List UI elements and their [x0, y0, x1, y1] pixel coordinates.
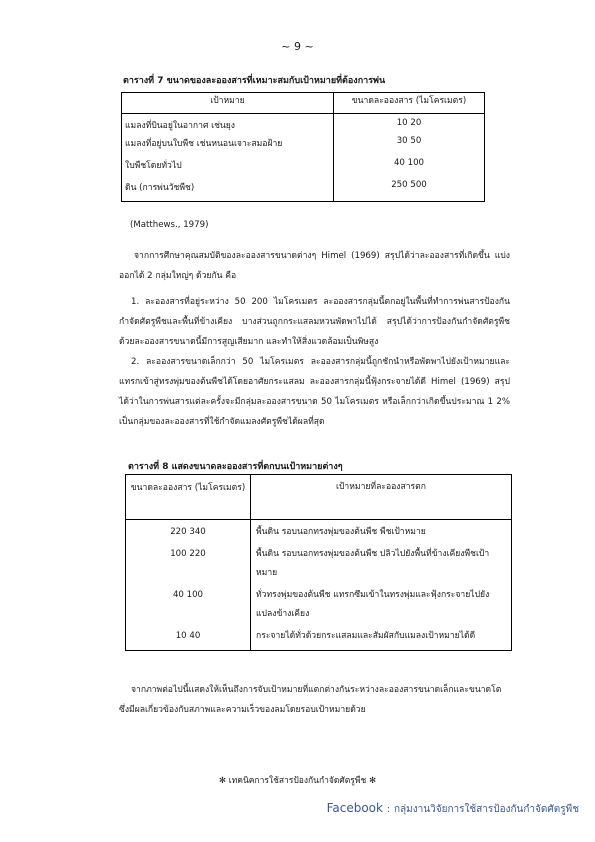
table7-header-target: เป้าหมาย — [122, 93, 334, 114]
table7-header-row — [122, 93, 485, 114]
table7-cell-target: แมลงที่อยู่บนใบพืช เช่นหนอนเจาะสมอฝ้าย — [122, 135, 334, 157]
table7-cell-target: ใบพืชโดยทั่วไป — [122, 157, 334, 179]
table-row — [122, 135, 485, 157]
table-row — [122, 179, 485, 202]
table7-cell-size: 10 20 — [334, 114, 485, 136]
facebook-group-name: กลุ่มงานวิจัยการใช้สารป้องกันกำจัดศัตรูพืช — [394, 804, 579, 815]
table-row — [126, 520, 512, 543]
table7-cell-target: แมลงที่บินอยู่ในอากาศ เช่นยุง — [122, 114, 334, 136]
table8-cell-size: 100 220 — [126, 542, 251, 583]
reference-citation: (Matthews., 1979) — [130, 220, 209, 230]
table8-header-size: ขนาดละอองสาร (ไมโครเมตร) — [126, 475, 251, 520]
intro-paragraph: จากการศึกษาคุณสมบัติของละอองสารขนาดต่างๆ Himel (1969) สรุปได้ว่าละอองสารที่เกิดขึ้น แบ่งออกได้ 2 กลุ่มใหญ่ๆ ด้วยกัน คือ — [119, 251, 510, 281]
table8-header-target: เป้าหมายที่ละอองสารตก — [251, 475, 512, 520]
table8-cell-target: พื้นดิน รอบนอกทรงพุ่มของต้นพืช ปลิวไปยังพื้นที่ข้างเคียงพืชเป้าหมาย — [251, 542, 512, 583]
table7-cell-target: ดิน (การพ่นวัชพืช) — [122, 179, 334, 202]
table8-cell-size: 40 100 — [126, 583, 251, 624]
item2-paragraph: 2. ละอองสารขนาดเล็กกว่า 50 ไมโครเมตร ละอองสารกลุ่มนี้ถูกชักนำหรือพัดพาไปยังเป้าหมายและแทรกเข้าสู่ทรงพุ่มของต้นพืชได้โดยอาศัยกระแสลม ละอองสารกลุ่มนี้ฟุ้งกระจายได้ดี Himel (1969) สรุปได้ว่าในการพ่นสารแต่ละครั้งจะมีกลุ่มละอองสารขนาด 50 ไมโครเมตร หรือเล็กกว่าเกิดขึ้นประมาณ 1 2% เป็นกลุ่มของละอองสารที่ใช้กำจัดแมลงศัตรูพืชได้ผลที่สุด — [119, 357, 510, 427]
table8-header-row — [126, 475, 512, 520]
page-number: ~ 9 ~ — [281, 40, 314, 53]
table7-cell-size: 40 100 — [334, 157, 485, 179]
closing-paragraph: จากภาพต่อไปนี้แสดงให้เห็นถึงการจับเป้าหมายที่แตกต่างกันระหว่างละอองสารขนาดเล็กและขนาดโต ซึ่งมีผลเกี่ยวข้องกับสภาพและความเร็วของลมโดยรอบเป้าหมายด้วย — [119, 685, 502, 715]
table7 — [121, 92, 485, 202]
table8-caption: ตารางที่ 8 แสดงขนาดละอองสารที่ตกบนเป้าหมายต่างๆ — [128, 462, 343, 472]
facebook-label: Facebook — [326, 801, 383, 815]
table7-header-size: ขนาดละอองสาร (ไมโครเมตร) — [334, 93, 485, 114]
table-row — [122, 157, 485, 179]
table8-cell-size: 220 340 — [126, 520, 251, 543]
facebook-credit — [327, 801, 579, 817]
table-row — [126, 583, 512, 624]
facebook-separator: : — [386, 804, 391, 815]
table8 — [125, 474, 512, 651]
table7-cell-size: 250 500 — [334, 179, 485, 202]
footer-title: ✻ เทคนิคการใช้สารป้องกันกำจัดศัตรูพืช ✻ — [218, 776, 377, 786]
table7-cell-size: 30 50 — [334, 135, 485, 157]
table8-cell-target: พื้นดิน รอบนอกทรงพุ่มของต้นพืช พืชเป้าหมาย — [251, 520, 512, 543]
table-row — [126, 542, 512, 583]
table8-cell-target: กระจายได้ทั่วด้วยกระแสลมและสัมผัสกับแมลงเป้าหมายได้ดี — [251, 624, 512, 651]
table8-cell-size: 10 40 — [126, 624, 251, 651]
item1-paragraph: 1. ละอองสารที่อยู่ระหว่าง 50 200 ไมโครเมตร ละอองสารกลุ่มนี้ตกอยู่ในพื้นที่ทำการพ่นสารป้องกันกำจัดศัตรูพืชและพื้นที่ข้างเคียง บางส่วนถูกกระแสลมหวนพัดพาไปได้ สรุปได้ว่าการป้องกันกำจัดศัตรูพืชด้วยละอองสารขนาดนี้มีการสูญเสียมาก และทำให้สิ่งแวดล้อมเป็นพิษสูง — [119, 297, 510, 347]
table-row — [122, 114, 485, 136]
table-row — [126, 624, 512, 651]
table7-caption: ตารางที่ 7 ขนาดของละอองสารที่เหมาะสมกับเป้าหมายที่ต้องการพ่น — [123, 76, 386, 86]
table8-cell-target: ทั่วทรงพุ่มของต้นพืช แทรกซึมเข้าในทรงพุ่มและฟุ้งกระจายไปยังแปลงข้างเคียง — [251, 583, 512, 624]
